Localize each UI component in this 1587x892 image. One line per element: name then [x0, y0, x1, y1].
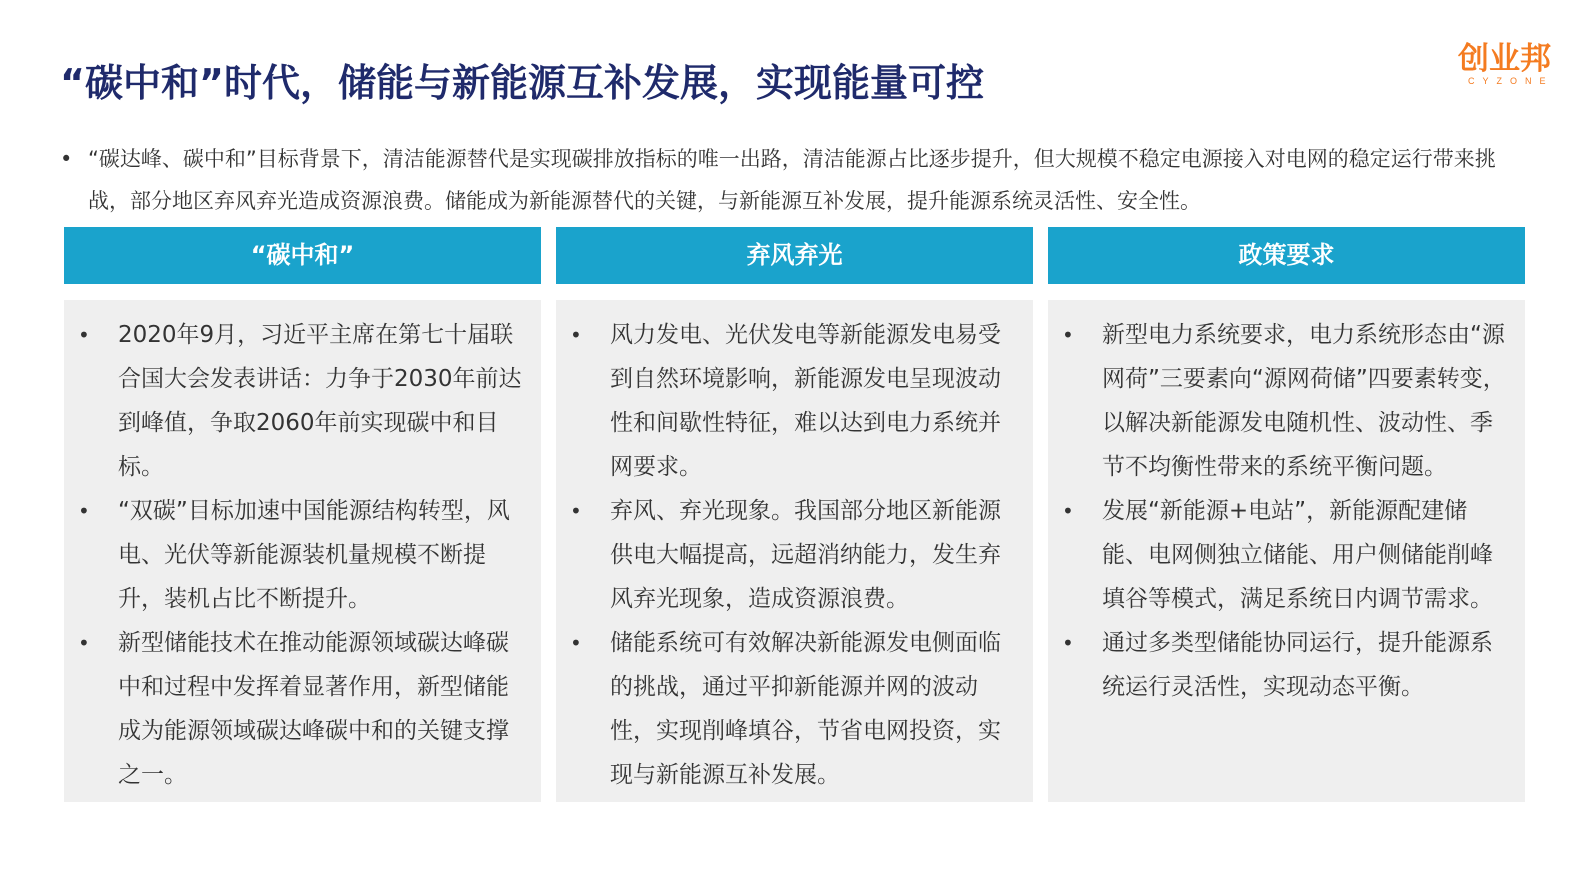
column-header: 政策要求	[1048, 227, 1525, 284]
list-item	[1062, 621, 1511, 709]
bullet-icon: •	[1062, 631, 1074, 655]
logo-text: 创业邦	[1458, 41, 1551, 77]
list-item	[570, 489, 1019, 621]
column-curtailment	[556, 227, 1033, 802]
intro-paragraph	[60, 138, 1530, 222]
bullet-icon: •	[1062, 499, 1074, 523]
list-item	[78, 621, 527, 797]
cyzone-logo	[1458, 42, 1558, 92]
column-header: “碳中和”	[64, 227, 541, 284]
column-carbon-neutral	[64, 227, 541, 802]
list-item-text: 2020年9月，习近平主席在第七十届联合国大会发表讲话：力争于2030年前达到峰值，争取2060年前实现碳中和目标。	[118, 322, 522, 480]
list-item-text: 新型电力系统要求，电力系统形态由“源网荷”三要素向“源网荷储”四要素转变，以解决新能源发电随机性、波动性、季节不均衡性带来的系统平衡问题。	[1102, 322, 1506, 480]
bullet-icon: •	[78, 323, 90, 347]
bullet-icon: •	[1062, 323, 1074, 347]
bullet-icon: •	[570, 323, 582, 347]
list-item	[78, 313, 527, 489]
page-title: “碳中和”时代，储能与新能源互补发展，实现能量可控	[60, 61, 984, 105]
list-item	[570, 313, 1019, 489]
bullet-icon: •	[78, 631, 90, 655]
column-body	[64, 300, 541, 802]
list-item	[570, 621, 1019, 797]
list-item-text: “双碳”目标加速中国能源结构转型，风电、光伏等新能源装机量规模不断提升，装机占比不断提升。	[118, 498, 510, 612]
column-policy	[1048, 227, 1525, 802]
list-item-text: 风力发电、光伏发电等新能源发电易受到自然环境影响，新能源发电呈现波动性和间歇性特征，难以达到电力系统并网要求。	[610, 322, 1001, 480]
column-header: 弃风弃光	[556, 227, 1033, 284]
bullet-icon: •	[60, 147, 73, 171]
bullet-icon: •	[570, 631, 582, 655]
list-item-text: 储能系统可有效解决新能源发电侧面临的挑战，通过平抑新能源并网的波动性，实现削峰填谷，节省电网投资，实现与新能源互补发展。	[610, 630, 1001, 788]
list-item	[1062, 313, 1511, 489]
column-body	[1048, 300, 1525, 802]
list-item-text: 弃风、弃光现象。我国部分地区新能源供电大幅提高，远超消纳能力，发生弃风弃光现象，造成资源浪费。	[610, 498, 1001, 612]
list-item-text: 发展“新能源+电站”，新能源配建储能、电网侧独立储能、用户侧储能削峰填谷等模式，满足系统日内调节需求。	[1102, 498, 1493, 612]
bullet-icon: •	[570, 499, 582, 523]
list-item	[78, 489, 527, 621]
logo-subtext: CYZONE	[1468, 76, 1554, 86]
list-item-text: 新型储能技术在推动能源领域碳达峰碳中和过程中发挥着显著作用，新型储能成为能源领域碳达峰碳中和的关键支撑之一。	[118, 630, 509, 788]
intro-text: “碳达峰、碳中和”目标背景下，清洁能源替代是实现碳排放指标的唯一出路，清洁能源占比逐步提升，但大规模不稳定电源接入对电网的稳定运行带来挑战，部分地区弃风弃光造成资源浪费。储能成为新能源替代的关键，与新能源互补发展，提升能源系统灵活性、安全性。	[88, 147, 1496, 213]
column-body	[556, 300, 1033, 802]
list-item-text: 通过多类型储能协同运行，提升能源系统运行灵活性，实现动态平衡。	[1102, 630, 1493, 700]
list-item	[1062, 489, 1511, 621]
bullet-icon: •	[78, 499, 90, 523]
